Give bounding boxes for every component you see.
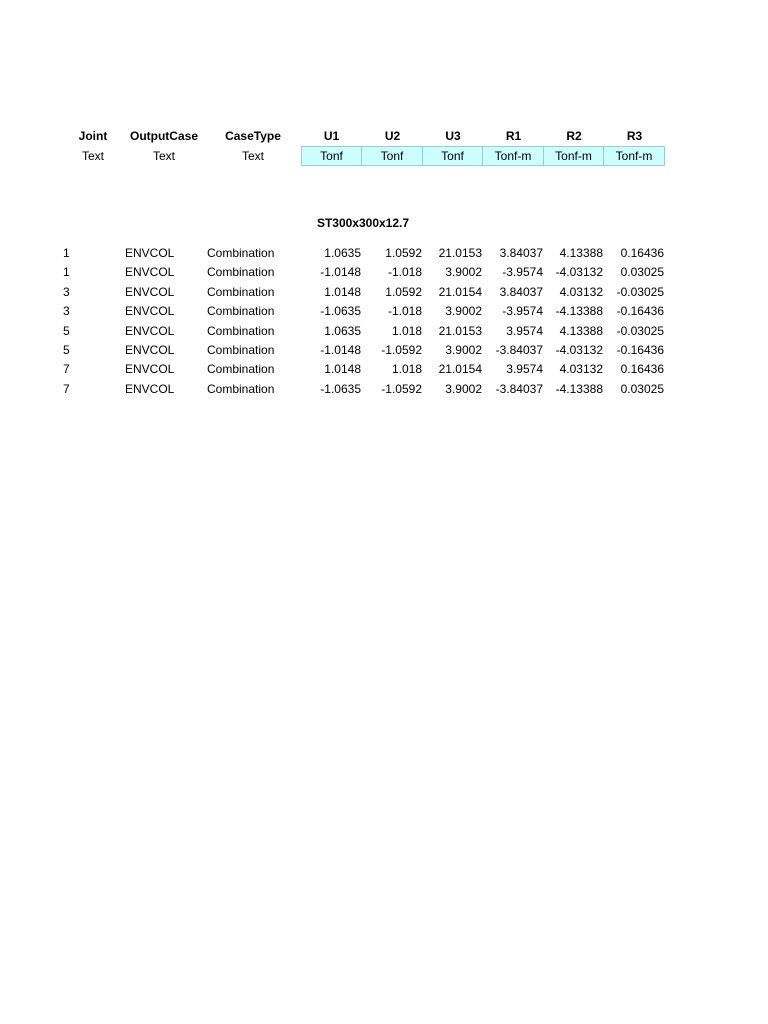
table-row [0,360,768,379]
cell-r3: 0.03025 [620,265,664,280]
cell-outputcase: ENVCOL [125,343,175,357]
cell-outputcase: ENVCOL [125,304,175,319]
cell-r2: -4.03132 [555,265,603,280]
cell-outputcase: ENVCOL [125,323,175,338]
cell-r3: -0.16436 [616,343,664,357]
cell-u2: 1.018 [391,362,422,377]
cell-r1: -3.84037 [495,381,543,396]
cell-r3: 0.16436 [620,246,664,260]
cell-u1: 1.0148 [324,284,361,299]
cell-joint: 3 [63,304,70,319]
cell-u3: 3.9002 [445,343,482,357]
cell-u3: 3.9002 [445,304,482,319]
cell-r2: 4.13388 [559,323,603,338]
cell-u3: 21.0153 [438,246,482,260]
cell-joint: 5 [63,343,70,357]
cell-casetype: Combination [207,381,275,396]
column-header-r1: R1 [505,129,522,143]
cell-r3: -0.16436 [616,304,664,319]
cell-casetype: Combination [207,323,275,338]
cell-outputcase: ENVCOL [125,362,175,377]
cell-joint: 5 [63,323,70,338]
cell-joint: 1 [63,246,70,260]
unit-u2: Tonf [362,146,423,166]
cell-r1: 3.9574 [506,362,543,377]
section-title: ST300x300x12.7 [316,216,410,230]
cell-r1: -3.9574 [502,265,543,280]
cell-u2: -1.018 [387,304,422,319]
cell-r2: -4.13388 [555,381,603,396]
cell-outputcase: ENVCOL [125,265,175,280]
cell-casetype: Combination [207,246,275,260]
cell-u2: -1.018 [387,265,422,280]
column-header-u2: U2 [384,129,401,143]
cell-u1: 1.0635 [324,323,361,338]
cell-u1: -1.0148 [320,343,361,357]
unit-joint: Text [81,149,104,163]
cell-r2: 4.03132 [559,362,603,377]
units-row [0,146,768,166]
unit-r3: Tonf-m [604,146,665,166]
column-header-u3: U3 [445,129,461,143]
unit-r1: Tonf-m [483,146,544,166]
cell-u2: -1.0592 [381,381,422,396]
cell-casetype: Combination [207,284,275,299]
column-header-r2: R2 [566,129,582,143]
table-row [0,380,768,399]
cell-u3: 21.0153 [438,323,482,338]
column-header-u1: U1 [323,129,340,143]
unit-r2: Tonf-m [544,146,604,166]
cell-u2: 1.0592 [385,284,422,299]
cell-u2: 1.0592 [385,246,422,260]
cell-casetype: Combination [207,304,275,319]
cell-r3: -0.03025 [616,284,664,299]
cell-u3: 21.0154 [438,362,482,377]
column-header-r3: R3 [626,129,643,143]
cell-joint: 1 [63,265,70,280]
unit-u3: Tonf [423,146,483,166]
unit-u1: Tonf [301,146,362,166]
cell-joint: 7 [63,381,70,396]
cell-u1: -1.0635 [320,304,361,319]
table-row [0,244,768,263]
cell-casetype: Combination [207,362,275,377]
table-row [0,302,768,321]
cell-outputcase: ENVCOL [125,284,175,299]
cell-r1: 3.84037 [499,284,543,299]
cell-casetype: Combination [207,265,275,280]
column-header-outputcase: OutputCase [129,129,198,143]
table-row [0,283,768,302]
cell-outputcase: ENVCOL [125,381,175,396]
cell-u1: -1.0635 [320,381,361,396]
cell-u2: 1.018 [391,323,422,338]
unit-outputcase: Text [152,149,175,163]
column-header-row [0,126,768,146]
table-row [0,341,768,360]
cell-u1: 1.0635 [324,246,361,260]
cell-r1: 3.9574 [506,323,543,338]
cell-outputcase: ENVCOL [125,246,175,260]
cell-r3: 0.16436 [620,362,664,377]
cell-joint: 7 [63,362,70,377]
unit-casetype: Text [241,149,264,163]
cell-joint: 3 [63,284,70,299]
column-header-joint: Joint [78,129,108,143]
cell-r3: -0.03025 [616,323,664,338]
cell-r2: -4.13388 [555,304,603,319]
cell-u2: -1.0592 [381,343,422,357]
cell-r2: 4.13388 [559,246,603,260]
cell-u1: 1.0148 [324,362,361,377]
cell-r1: 3.84037 [499,246,543,260]
cell-u3: 3.9002 [445,381,482,396]
cell-r3: 0.03025 [620,381,664,396]
cell-r2: -4.03132 [555,343,603,357]
cell-r2: 4.03132 [559,284,603,299]
table-row [0,322,768,341]
table-row [0,263,768,282]
cell-u3: 21.0154 [438,284,482,299]
cell-u3: 3.9002 [445,265,482,280]
cell-u1: -1.0148 [320,265,361,280]
cell-casetype: Combination [207,343,275,357]
column-header-casetype: CaseType [225,129,281,143]
cell-r1: -3.9574 [502,304,543,319]
cell-r1: -3.84037 [495,343,543,357]
